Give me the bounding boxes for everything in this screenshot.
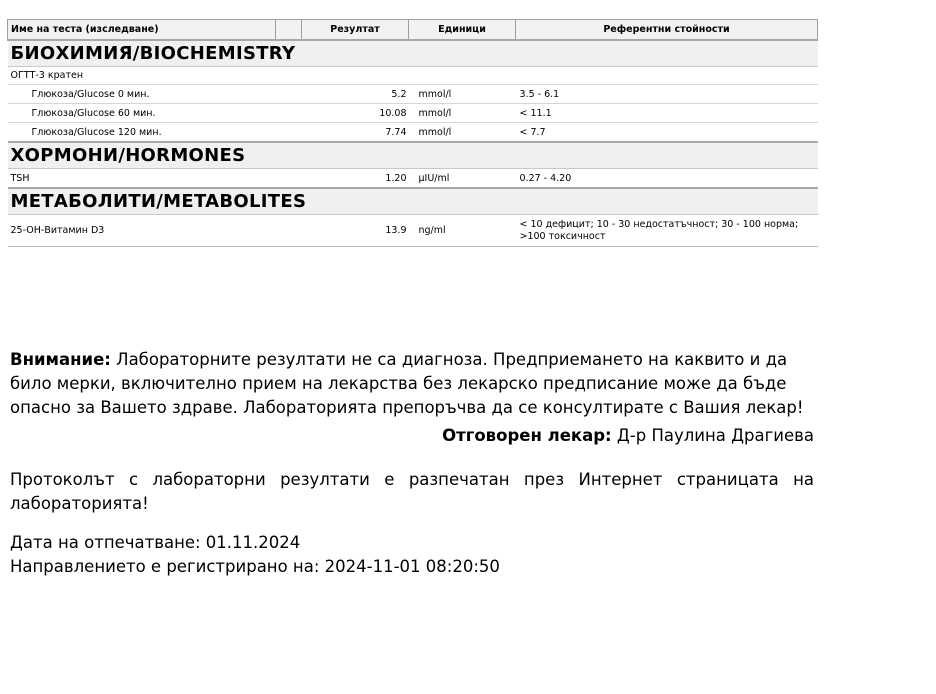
reference-value: 0.27 - 4.20 [516,169,818,189]
result-value: 10.08 [302,104,409,123]
test-name: Глюкоза/Glucose 120 мин. [8,123,276,143]
flag-cell [276,215,302,247]
table-row [8,215,818,247]
test-name: Глюкоза/Glucose 60 мин. [8,104,276,123]
print-date: Дата на отпечатване: 01.11.2024 [10,533,301,552]
unit-value: mmol/l [409,123,516,143]
warning-text: Лабораторните резултати не са диагноза. Предприемането на каквито и да било мерки, включително прием на лекарства без лекарско предписание може да бъде опасно за Вашето здраве. Лабораторията препоръчва да се консултирате с Вашия лекар! [10,350,804,417]
protocol-note: Протоколът с лабораторни резултати е разпечатан през Интернет страницата на лабораторията! [10,470,814,513]
result-value: 7.74 [302,123,409,143]
section-title: БИОХИМИЯ/BIOCHEMISTRY [8,40,818,67]
unit-value: μIU/ml [409,169,516,189]
header-flag [276,20,302,41]
warning-notice [10,348,814,420]
result-value: 13.9 [302,215,409,247]
header-units: Единици [409,20,516,41]
table-row [8,169,818,189]
doctor-label: Отговорен лекар: [442,426,612,445]
flag-cell [276,104,302,123]
section-metabolites [8,188,818,215]
test-name: TSH [8,169,276,189]
section-hormones [8,142,818,169]
test-name: 25-OH-Витамин D3 [8,215,276,247]
notes-block [10,348,814,579]
result-value: 1.20 [302,169,409,189]
flag-cell [276,85,302,104]
registration-date: Направлението е регистрирано на: 2024-11-01 08:20:50 [10,557,500,576]
table-row [8,85,818,104]
reference-value: 3.5 - 6.1 [516,85,818,104]
group-row [8,67,818,85]
group-title: ОГТТ-3 кратен [8,67,818,85]
unit-value: mmol/l [409,104,516,123]
reference-value: < 7.7 [516,123,818,143]
table-row [8,104,818,123]
table-header-row [8,20,818,41]
header-test-name: Име на теста (изследване) [8,20,276,41]
section-title: ХОРМОНИ/HORMONES [8,142,818,169]
flag-cell [276,169,302,189]
reference-value: < 10 дефицит; 10 - 30 недостатъчност; 30 - 100 норма; >100 токсичност [516,215,818,247]
doctor-name: Д-р Паулина Драгиева [611,426,814,445]
section-biochemistry [8,40,818,67]
dates-block [10,531,814,579]
responsible-doctor [10,424,814,448]
unit-value: ng/ml [409,215,516,247]
warning-label: Внимание: [10,350,111,369]
table-row [8,123,818,143]
flag-cell [276,123,302,143]
test-name: Глюкоза/Glucose 0 мин. [8,85,276,104]
unit-value: mmol/l [409,85,516,104]
result-value: 5.2 [302,85,409,104]
results-table [7,19,818,247]
header-reference: Референтни стойности [516,20,818,41]
header-result: Резултат [302,20,409,41]
reference-value: < 11.1 [516,104,818,123]
section-title: МЕТАБОЛИТИ/METABOLITES [8,188,818,215]
